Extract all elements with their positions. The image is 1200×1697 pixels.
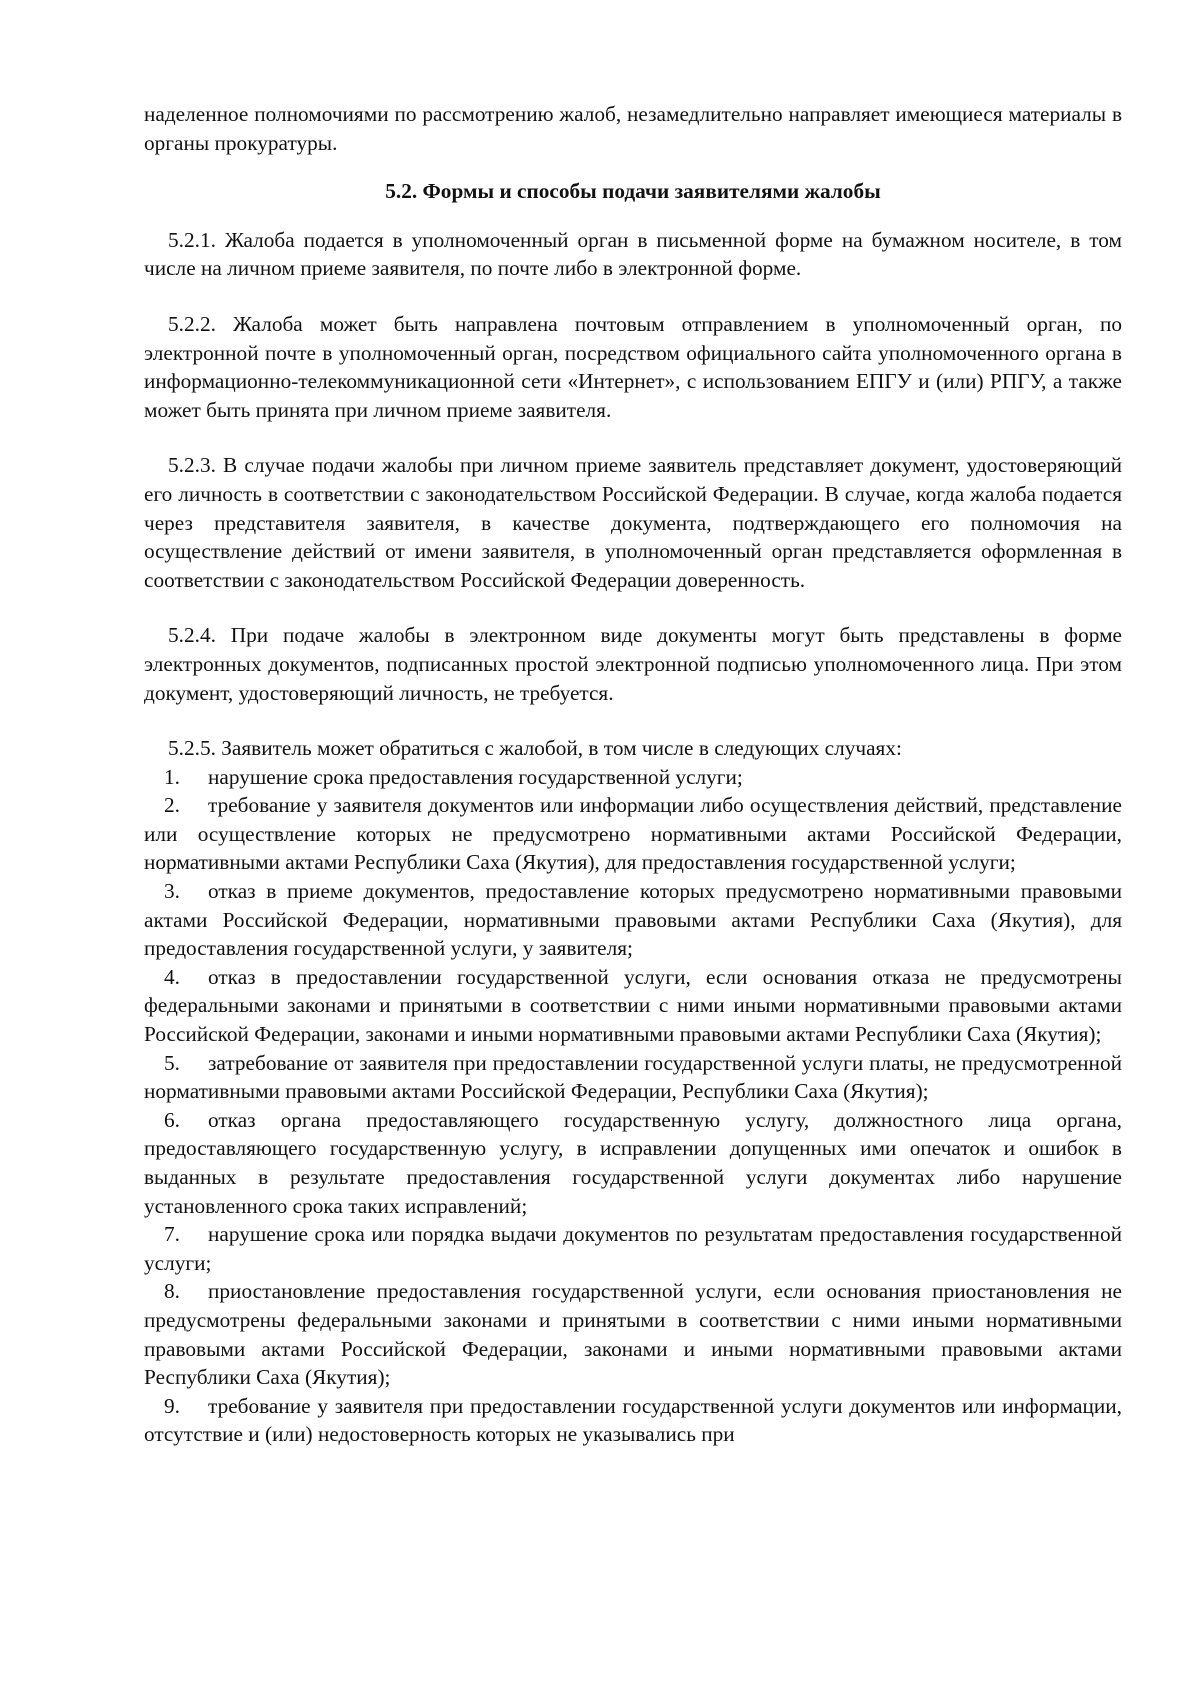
list-item — [144, 1220, 1122, 1277]
list-item-number: 1. — [164, 764, 180, 789]
list-item-text: отказ в предоставлении государственной услуги, если основания отказа не предусмотрены федеральными законами и принятыми в соответствии с ними иными нормативными правовыми актами Российской Федерации, законами и иными нормативными правовыми актами Республики Саха (Якутия); — [144, 964, 1122, 1047]
list-item-number: 4. — [164, 964, 180, 989]
list-item-text: требование у заявителя при предоставлении государственной услуги документов или информации, отсутствие и (или) недостоверность которых не указывались при — [144, 1393, 1122, 1447]
case-list — [144, 763, 1122, 1449]
document-page — [144, 100, 1122, 1449]
list-item-text: отказ в приеме документов, предоставление которых предусмотрено нормативными правовыми актами Российской Федерации, нормативными правовыми актами Республики Саха (Якутия), для предоставления государственной услуги, у заявителя; — [144, 879, 1122, 961]
list-item-number: 7. — [164, 1222, 180, 1247]
list-item-number: 5. — [164, 1050, 180, 1075]
list-item-text: затребование от заявителя при предоставлении государственной услуги платы, не предусмотренной нормативными правовыми актами Российской Федерации, Республики Саха (Якутия); — [144, 1050, 1122, 1104]
intro-paragraph: наделенное полномочиями по рассмотрению жалоб, незамедлительно направляет имеющиеся материалы в органы прокуратуры. — [144, 102, 1122, 155]
list-item — [144, 877, 1122, 963]
list-item — [144, 791, 1122, 877]
list-item — [144, 1277, 1122, 1391]
list-item-number: 2. — [164, 793, 180, 818]
list-item-number: 6. — [164, 1107, 180, 1132]
section-heading: 5.2. Формы и способы подачи заявителями жалобы — [385, 179, 881, 204]
list-item — [144, 1049, 1122, 1106]
list-item-text: нарушение срока предоставления государственной услуги; — [208, 764, 743, 789]
list-item-text: отказ органа предоставляющего государственную услугу, должностного лица органа, предоставляющего государственную услугу, в исправлении допущенных ими опечаток и ошибок в выданных в результате предоставления государственной услуги документах либо нарушение установленного срока таких исправлений; — [144, 1107, 1122, 1218]
list-item-number: 9. — [164, 1393, 180, 1418]
list-item-text: приостановление предоставления государственной услуги, если основания приостановления не предусмотрены федеральными законами и принятыми в соответствии с ними иными нормативными правовыми актами Российской Федерации, законами и иными нормативными правовыми актами Республики Саха (Якутия); — [144, 1279, 1122, 1390]
paragraph-5-2-2: 5.2.2. Жалоба может быть направлена почтовым отправлением в уполномоченный орган, по электронной почте в уполномоченный орган, посредством официального сайта уполномоченного органа в информационно-телекоммуникационной сети «Интернет», с использованием ЕПГУ и (или) РПГУ, а также может быть принята при личном приеме заявителя. — [144, 311, 1122, 422]
list-item-text: нарушение срока или порядка выдачи документов по результатам предоставления государственной услуги; — [144, 1222, 1122, 1275]
paragraph-5-2-1: 5.2.1. Жалоба подается в уполномоченный орган в письменной форме на бумажном носителе, в том числе на личном приеме заявителя, по почте либо в электронной форме. — [144, 227, 1122, 281]
list-item-number: 8. — [164, 1279, 180, 1304]
paragraph-5-2-5: 5.2.5. Заявитель может обратиться с жалобой, в том числе в следующих случаях: — [168, 736, 902, 761]
list-item-number: 3. — [164, 879, 180, 904]
paragraph-5-2-3: 5.2.3. В случае подачи жалобы при личном приеме заявитель представляет документ, удостоверяющий его личность в соответствии с законодательством Российской Федерации. В случае, когда жалоба подается через представителя заявителя, в качестве документа, подтверждающего его полномочия на осуществление действий от имени заявителя, в уполномоченный орган представляется оформленная в соответствии с законодательством Российской Федерации доверенность. — [144, 453, 1122, 592]
paragraph-5-2-4: 5.2.4. При подаче жалобы в электронном виде документы могут быть представлены в форме электронных документов, подписанных простой электронной подписью уполномоченного лица. При этом документ, удостоверяющий личность, не требуется. — [144, 623, 1122, 705]
list-item — [144, 1106, 1122, 1220]
list-item — [144, 1392, 1122, 1449]
list-item-text: требование у заявителя документов или информации либо осуществления действий, представление или осуществление которых не предусмотрено нормативными актами Российской Федерации, нормативными актами Республики Саха (Якутия), для предоставления государственной услуги; — [144, 793, 1122, 875]
list-item — [144, 763, 1122, 792]
list-item — [144, 963, 1122, 1049]
